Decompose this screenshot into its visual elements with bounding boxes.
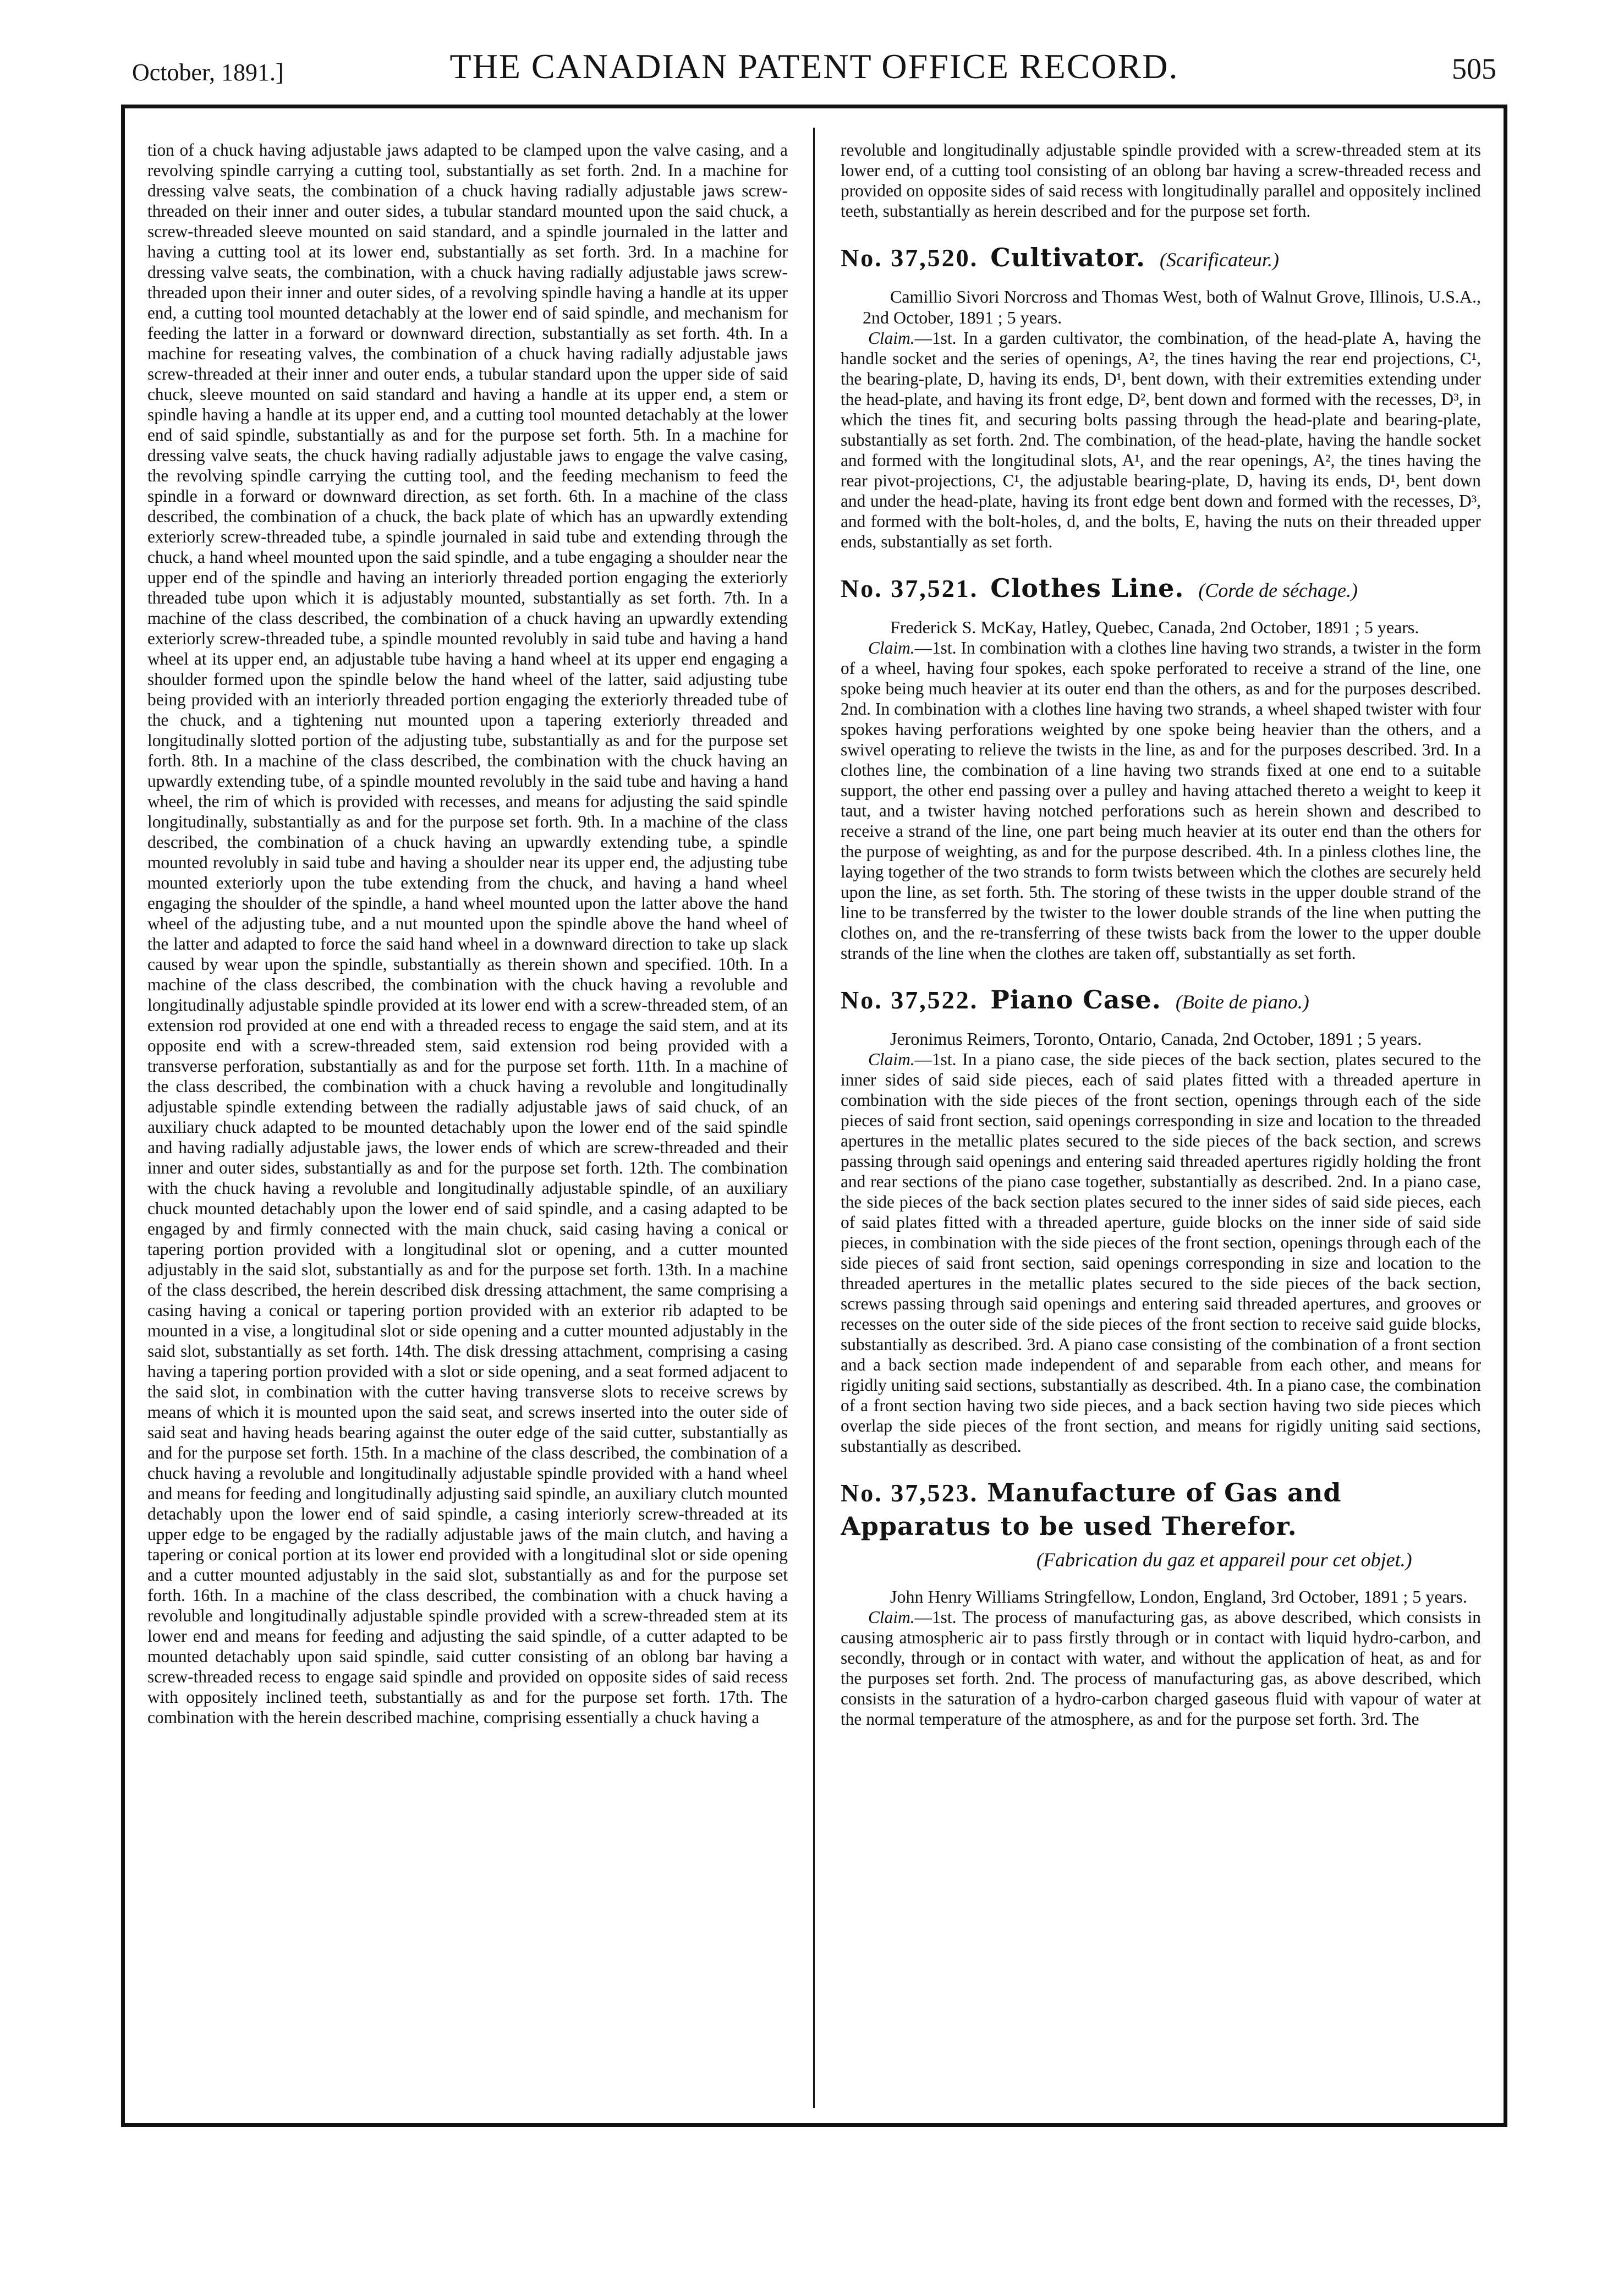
patent-number: No. 37,523. bbox=[841, 1479, 979, 1507]
claim-text: —1st. The process of manufacturing gas, as above described, which consists in causing atmospheric air to pass firstly through or in contact with liquid hydro-carbon, and secondly, through or in contact with water, and without the application of heat, as and for the purposes set forth. 2nd. The process of manufacturing gas, as above described, which consists in the saturation of a hydro-carbon charged gaseous fluid with vapour of water at the normal temperature of the atmosphere, as and for the purpose set forth. 3rd. The bbox=[841, 1608, 1481, 1729]
right-column bbox=[841, 140, 1481, 2098]
patent-entry-37522 bbox=[841, 983, 1481, 1456]
patent-french-title: (Corde de séchage.) bbox=[1198, 579, 1358, 601]
patent-heading bbox=[841, 1476, 1481, 1576]
patent-title: Piano Case. bbox=[990, 985, 1161, 1015]
claim-label: Claim. bbox=[868, 1608, 915, 1627]
journal-title: THE CANADIAN PATENT OFFICE RECORD. bbox=[449, 47, 1179, 86]
claim-text: —1st. In a piano case, the side pieces of the back section, plates secured to the inner sides of said side pieces, each of said plates fitted with a threaded aperture in combination with the side pieces of the front section, openings through each of the side pieces of said front section, said openings corresponding in size and location to the threaded apertures in the metallic plates secured to the side pieces of the back section, and screws passing through said openings and entering said threaded apertures rigidly holding the front and rear sections of the piano case together, substantially as described. 2nd. In a piano case, the side pieces of the back section plates secured to the inner sides of said side pieces, each of said plates fitted with a threaded aperture, guide blocks on the inner side of said side pieces, in combination with the side pieces of the front section, openings through each of the side pieces of said front section, said openings corresponding in size and location to the threaded apertures in the metallic plates secured to the side pieces of the back section, screws passing through said openings and entering said threaded apertures, and grooves or recesses on the outer side of the side pieces of the front section to receive said guide blocks, substantially as described. 3rd. A piano case consisting of the combination of a front section and a back section made independent of and separable from each other, and means for rigidly uniting said sections, substantially as described. 4th. In a piano case, the combination of a front section having two side pieces, and a back section having two side pieces which overlap the side pieces of the front section, and means for rigidly uniting said sections, substantially as described. bbox=[841, 1050, 1481, 1456]
patent-heading bbox=[841, 572, 1481, 607]
claim-paragraph bbox=[841, 638, 1481, 963]
inventor-line: Frederick S. McKay, Hatley, Quebec, Canada, 2nd October, 1891 ; 5 years. bbox=[890, 617, 1419, 637]
page-number: 505 bbox=[1452, 52, 1496, 85]
continued-claims-text: revoluble and longitudinally adjustable spindle provided with a screw-threaded stem at its lower end, of a cutting tool consisting of an oblong bar having a screw-threaded recess and provided on opposite sides of said recess with longitudinally parallel and oppositely inclined teeth, substantially as herein described and for the purpose set forth. bbox=[841, 140, 1481, 221]
patent-heading bbox=[841, 241, 1481, 276]
claim-label: Claim. bbox=[868, 1050, 915, 1069]
claim-paragraph bbox=[841, 1607, 1481, 1729]
patent-heading bbox=[841, 983, 1481, 1018]
inventor-line: Camillio Sivori Norcross and Thomas West, both of Walnut Grove, Illinois, U.S.A., 2nd October, 1891 ; 5 years. bbox=[863, 287, 1481, 327]
patent-french-title: (Fabrication du gaz et appareil pour cet objet.) bbox=[1036, 1549, 1412, 1571]
patent-title: Cultivator. bbox=[990, 243, 1145, 272]
claim-paragraph bbox=[841, 1049, 1481, 1456]
continued-claims-text: tion of a chuck having adjustable jaws adapted to be clamped upon the valve casing, and a revolving spindle carrying a cutting tool, substantially as set forth. 2nd. In a machine for dressing valve seats, the combination of a chuck having radially adjustable jaws screw-threaded on their inner and outer sides, a tubular standard mounted upon the said chuck, a screw-threaded sleeve mounted on said standard, and a spindle journaled in the latter and having a cutting tool at its lower end, substantially as set forth. 3rd. In a machine for dressing valve seats, the combination, with a chuck having radially adjustable jaws screw-threaded upon their inner and outer sides, of a revolving spindle having a handle at its upper end, a cutting tool mounted detachably at the lower end of said spindle, and mechanism for feeding the latter in a forward or downward direction, substantially as set forth. 4th. In a machine for reseating valves, the combination of a chuck having radially adjustable jaws screw-threaded at their inner and outer ends, a tubular standard upon the upper side of said chuck, sleeve mounted on said standard and having a handle at its upper end, a stem or spindle having a handle at its upper end, and a cutting tool mounted detachably at the lower end of said spindle, substantially as and for the purpose set forth. 5th. In a machine for dressing valve seats, the chuck having radially adjustable jaws to engage the valve casing, the revolving spindle carrying the cutting tool, and the feeding mechanism to feed the spindle in a forward or downward direction, as set forth. 6th. In a machine of the class described, the combination of a chuck, the back plate of which has an upwardly extending exteriorly screw-threaded tube, a spindle journaled in said tube and extending through the chuck, a hand wheel mounted upon the said spindle, and a tube engaging a shoulder near the upper end of the spindle and having an interiorly threaded portion engaging the exteriorly threaded tube upon which it is adjustably mounted, substantially as set forth. 7th. In a machine of the class described, the combination of a chuck having an upwardly extending exteriorly screw-threaded tube, a spindle mounted revolubly in said tube and having a hand wheel at its upper end, an adjustable tube having a hand wheel at its upper end engaging a shoulder formed upon the spindle below the hand wheel of the latter, said adjusting tube being provided with an interiorly threaded portion engaging the exteriorly threaded tube of the chuck, and a tightening nut mounted upon a tapering exteriorly threaded and longitudinally slotted portion of the adjusting tube, substantially as and for the purpose set forth. 8th. In a machine of the class described, the combination with the chuck having an upwardly extending tube, of a spindle mounted revolubly in the said tube and having a hand wheel, the rim of which is provided with recesses, and means for adjusting the said spindle longitudinally, substantially as and for the purpose set forth. 9th. In a machine of the class described, the combination of a chuck having an upwardly extending tube, a spindle mounted revolubly in said tube and having a shoulder near its upper end, the adjusting tube mounted exteriorly upon the tube extending from the chuck, and having a hand wheel engaging the shoulder of the spindle, a hand wheel mounted upon the latter above the hand wheel of the adjusting tube, and a nut mounted upon the spindle above the hand wheel of the latter and adapted to force the said hand wheel in a downward direction to take up slack caused by wear upon the spindle, substantially as therein shown and specified. 10th. In a machine of the class described, the combination with the chuck having a revoluble and longitudinally adjustable spindle provided at its lower end with a screw-threaded stem, of an extension rod provided at one end with a threaded recess to engage the said stem, and at its opposite end with a screw-threaded stem, said extension rod being provided with a transverse perforation, substantially as and for the purpose set forth. 11th. In a machine of the class described, the combination with a chuck having a revoluble and longitudinally adjustable spindle extending between the radially adjustable jaws of said chuck, of an auxiliary chuck adapted to be mounted detachably upon the lower end of the said spindle and having radially adjustable jaws, the lower ends of which are screw-threaded and their inner and outer sides, substantially as and for the purpose set forth. 12th. The combination with the chuck having a revoluble and longitudinally adjustable spindle, of an auxiliary chuck mounted detachably upon the lower end of said spindle, and a casing adapted to be engaged by and firmly connected with the main chuck, said casing having a conical or tapering portion provided with a longitudinal slot or opening, and a cutter mounted adjustably in the said slot, substantially as and for the purpose set forth. 13th. In a machine of the class described, the herein described disk dressing attachment, the same comprising a casing having a conical or tapering portion provided with an exterior rib adapted to be mounted in a vise, a longitudinal slot or side opening and a cutter mounted adjustably in the said slot, substantially as set forth. 14th. The disk dressing attachment, comprising a casing having a tapering portion provided with a slot or side opening, and a seat formed adjacent to the said slot, in combination with the cutter having transverse slots to receive screws by means of which it is mounted upon the said seat, and screws inserted into the outer side of said seat and having heads bearing against the outer edge of the said cutter, substantially as and for the purpose set forth. 15th. In a machine of the class described, the combination of a chuck having a revoluble and longitudinally adjustable spindle provided with a hand wheel and means for feeding and longitudinally adjusting said spindle, an auxiliary clutch mounted detachably upon the lower end of said spindle, a casing interiorly screw-threaded at its upper edge to be engaged by the radially adjustable jaws of the main clutch, and having a tapering or conical portion at its lower end provided with a longitudinal slot or side opening and a cutter mounted adjustably in the said slot, substantially as and for the purpose set forth. 16th. In a machine of the class described, the combination with a chuck having a revoluble and longitudinally adjustable spindle provided with a screw-threaded stem at its lower end and means for feeding and adjusting the said spindle, of a cutter adapted to be mounted detachably upon said spindle, said cutter consisting of an oblong bar having a screw-threaded recess to engage said spindle and provided on opposite sides of said recess with oppositely inclined teeth, substantially as and for the purpose set forth. 17th. The combination with the herein described machine, comprising essentially a chuck having a bbox=[147, 140, 788, 1727]
claim-paragraph bbox=[841, 328, 1481, 552]
patent-entry-37523 bbox=[841, 1476, 1481, 1729]
patent-title: Clothes Line. bbox=[990, 573, 1184, 603]
inventor-line: Jeronimus Reimers, Toronto, Ontario, Canada, 2nd October, 1891 ; 5 years. bbox=[890, 1029, 1422, 1049]
patent-number: No. 37,520. bbox=[841, 244, 979, 272]
column-divider bbox=[813, 128, 815, 2108]
claim-label: Claim. bbox=[868, 638, 915, 657]
claim-text: —1st. In a garden cultivator, the combination, of the head-plate A, having the handle socket and the series of openings, A², the tines having the rear end projections, C¹, the bearing-plate, D, having its ends, D¹, bent down, with their extremities extending under the head-plate, and having its front edge, D², bent down and formed with the recesses, D³, in which the tines fit, and securing bolts passing through the head-plate and bearing-plate, substantially as set forth. 2nd. The combination, of the head-plate, having the handle socket and formed with the longitudinal slots, A¹, and the rear openings, A², the tines having the rear pivot-projections, C¹, the adjustable bearing-plate, D, having its ends, D¹, bent down and under the head-plate, having its front edge bent down and formed with the recesses, D³, and formed with the bolt-holes, d, and the bolts, E, having the nuts on their threaded upper ends, substantially as set forth. bbox=[841, 328, 1481, 551]
claim-text: —1st. In combination with a clothes line having two strands, a twister in the form of a wheel, having four spokes, each spoke perforated to receive a strand of the line, one spoke being much heavier at its outer end than the others, as and for the purposes described. 2nd. In combination with a clothes line having two strands, a wheel shaped twister with four spokes having perforations weighted by one spoke being heavier than the others, and a swivel operating to relieve the twists in the line, as and for the purposes described. 3rd. In a clothes line, the combination of a line having two strands fixed at one end to a suitable support, the other end passing over a pulley and having attached thereto a weight to keep it taut, and a twister having notched perforations such as herein shown and described to receive a strand of the line, one part being much heavier at its outer end than the others for the purpose of weighting, as and for the purpose described. 4th. In a pinless clothes line, the laying together of the two strands to form twists between which the clothes are securely held upon the line, as set forth. 5th. The storing of these twists in the upper double strand of the line to be transferred by the twister to the lower double strands of the line when putting the clothes on, and the re-transferring of these twists back from the lower to the upper double strands of the line when the clothes are taken off, substantially as set forth. bbox=[841, 638, 1481, 963]
inventor-line: John Henry Williams Stringfellow, London, England, 3rd October, 1891 ; 5 years. bbox=[890, 1587, 1467, 1606]
claim-label: Claim. bbox=[868, 328, 915, 348]
left-column bbox=[147, 140, 788, 2098]
running-head bbox=[132, 46, 1496, 96]
patent-title: Manufacture of Gas and Apparatus to be used Therefor. bbox=[841, 1478, 1342, 1541]
patent-number: No. 37,522. bbox=[841, 986, 979, 1014]
patent-entry-37520 bbox=[841, 241, 1481, 552]
patent-entry-37521 bbox=[841, 572, 1481, 963]
issue-date: October, 1891.] bbox=[132, 59, 284, 86]
patent-number: No. 37,521. bbox=[841, 574, 979, 602]
patent-french-title: (Boite de piano.) bbox=[1175, 991, 1309, 1013]
patent-french-title: (Scarificateur.) bbox=[1159, 249, 1279, 271]
